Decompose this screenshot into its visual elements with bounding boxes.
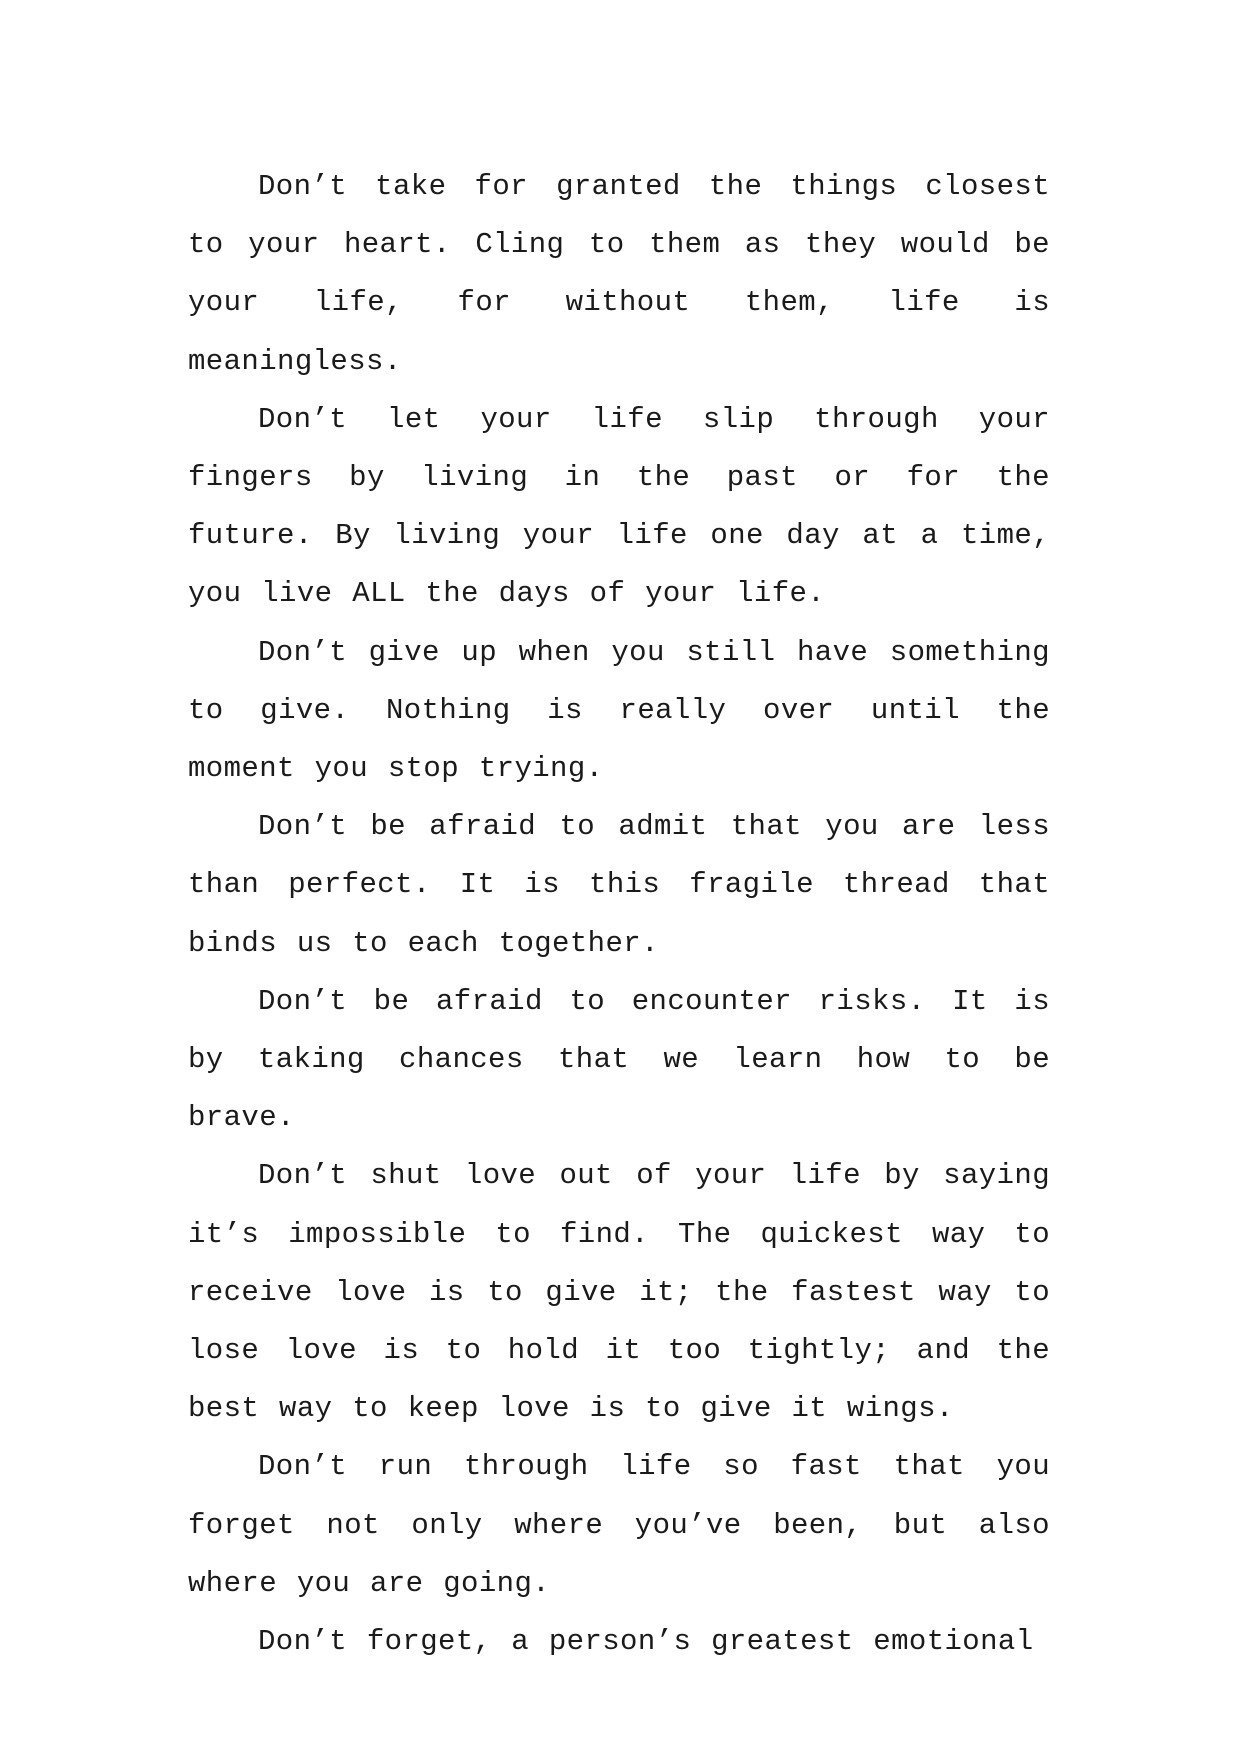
document-body: [188, 158, 1050, 1671]
paragraph-5: Don’t be afraid to encounter risks. It is by taking chances that we learn how to be brave.: [188, 984, 1050, 1135]
paragraph-8: Don’t forget, a person’s greatest emotional: [258, 1625, 1034, 1659]
paragraph-2: Don’t let your life slip through your fingers by living in the past or for the future. By living your life one day at a time, you live ALL the days of your life.: [188, 402, 1050, 611]
paragraph-6: Don’t shut love out of your life by saying it’s impossible to find. The quickest way to receive love is to give it; the fastest way to lose love is to hold it too tightly; and the best way to keep love is to give it wings.: [188, 1159, 1050, 1426]
paragraph-3: Don’t give up when you still have something to give. Nothing is really over until the moment you stop trying.: [188, 635, 1050, 786]
paragraph-1: Don’t take for granted the things closest to your heart. Cling to them as they would be your life, for without them, life is meaningless.: [188, 170, 1050, 378]
paragraph-7: Don’t run through life so fast that you forget not only where you’ve been, but also where you are going.: [188, 1450, 1050, 1600]
paragraph-4: Don’t be afraid to admit that you are less than perfect. It is this fragile thread that binds us to each together.: [188, 810, 1050, 960]
